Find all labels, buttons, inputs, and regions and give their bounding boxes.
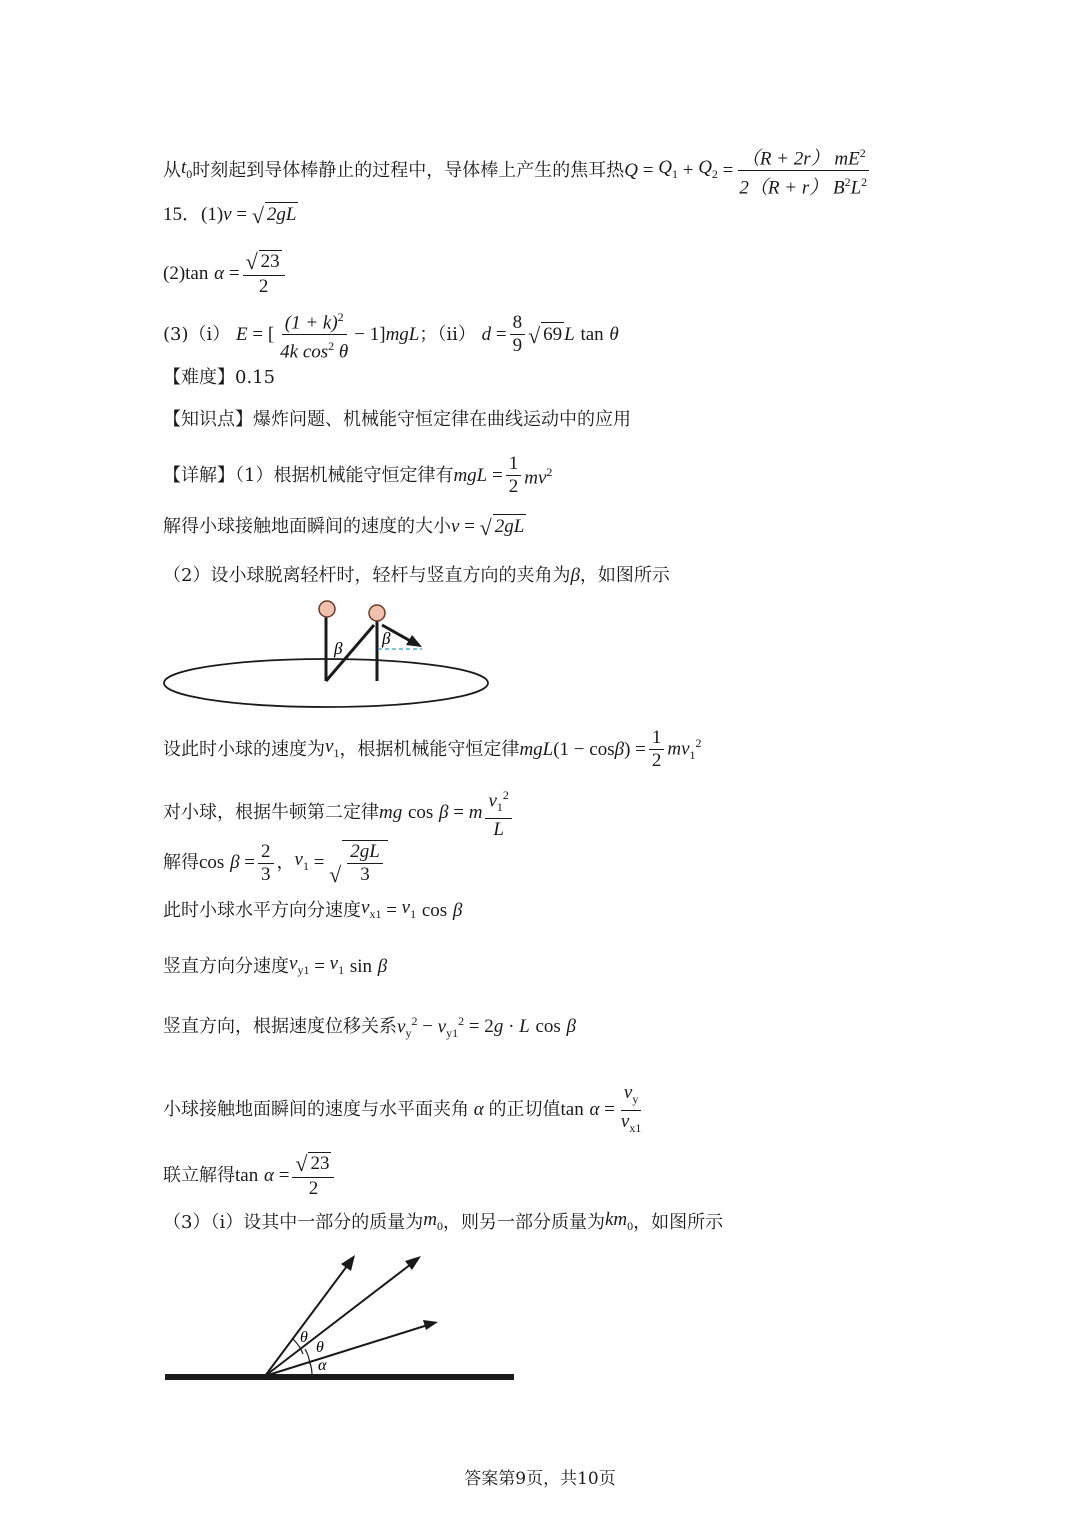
detail-line-1: 【详解】（1）根据机械能守恒定律有 mgL = $\frac{1}{2}$ $mv^2$: [163, 453, 553, 497]
detail-line-5: 对小球，根据牛顿第二定律 mg cos β = m $\frac{v_1^2}{L}$: [163, 784, 515, 841]
svg-text:θ: θ: [316, 1339, 324, 1356]
difficulty-label: 【难度】0.15: [163, 367, 276, 388]
knowledge-label: 【知识点】爆炸问题、机械能守恒定律在曲线运动中的应用: [163, 409, 631, 430]
detail-line-7: 此时小球水平方向分速度 $v_{x1}$ = $v_1$ cos β: [163, 897, 463, 921]
svg-text:β: β: [382, 629, 391, 648]
svg-text:β: β: [334, 639, 343, 658]
answer-15-1: 15．(1) v = √ 2gL: [163, 203, 297, 228]
page-footer: 答案第9页，共10页: [464, 1469, 616, 1489]
answer-15-2: (2) tan α = √ 23 2: [163, 250, 288, 298]
detail-line-9: 竖直方向，根据速度位移关系 $v_y^2$ − $v_{y1}^2$ = 2 g · L cos β: [163, 1014, 576, 1041]
ball-1: [319, 601, 335, 617]
ball-2: [369, 605, 385, 621]
svg-text:θ: θ: [300, 1329, 308, 1346]
rod-ball-figure: [160, 597, 500, 712]
detail-line-2: 解得小球接触地面瞬间的速度的大小 v = √ 2gL: [163, 515, 525, 540]
detail-line-6: 解得 cos β = $\frac{2}{3}$ ， $v_1$ = √ $\frac{2gL}{3}$: [163, 840, 388, 886]
detail-line-4: 设此时小球的速度为 $v_1$ ，根据机械能守恒定律 mgL (1 − cos β ) = $\frac{1}{2}$ $mv_1^2$: [163, 727, 702, 771]
detail-line-12: （3）（i）设其中一部分的质量为 $m_0$ ，则另一部分质量为 $km_0$ ，如图所示: [163, 1209, 724, 1233]
arrow-3-icon: [423, 1320, 438, 1330]
fraction-joule: $\frac{(R + 2r) mE^2}{2(R + r) B^2L^2}$: [736, 142, 870, 200]
explosion-figure: [160, 1250, 520, 1390]
answer-15-3: (3)（i） E = [ $\frac{(1 + k)^2}{4k \cos^2 \theta}$ − 1] mgL ；（ii） d = $\frac{8}{9}$ √ 69 L tan θ: [163, 306, 619, 364]
svg-text:α: α: [318, 1357, 327, 1374]
text-line-joule-heat: 从 $t_0$ 时刻起到导体棒静止的过程中，导体棒上产生的焦耳热 Q = $Q_1$ + $Q_2$ = $\frac{(R + 2r) mE^2}{2(R + r) B^2L^2}$: [163, 142, 873, 200]
detail-line-11: 联立解得 tan α = √ 23 2: [163, 1152, 337, 1200]
detail-line-3: （2）设小球脱离轻杆时，轻杆与竖直方向的夹角为 β ，如图所示: [163, 565, 670, 586]
detail-line-10: 小球接触地面瞬间的速度与水平面夹角 α 的正切值 tan α = $\frac{v_y}{v_{x1}}$: [163, 1082, 642, 1135]
arrow-1-icon: [341, 1255, 355, 1271]
detail-line-8: 竖直方向分速度 $v_{y1}$ = $v_1$ sin β: [163, 953, 388, 977]
